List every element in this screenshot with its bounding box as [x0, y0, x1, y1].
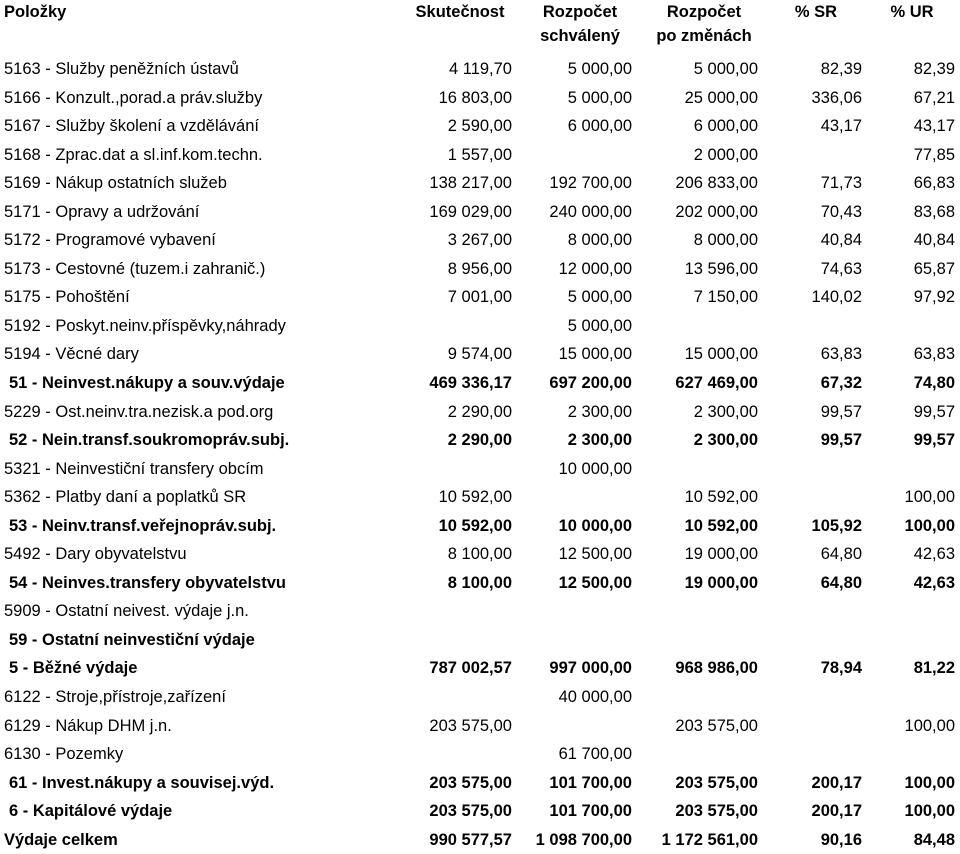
row-percent-ur: 100,00: [904, 516, 955, 535]
table-row: [0, 740, 960, 769]
row-percent-ur: 63,83: [913, 345, 955, 364]
row-skutecnost: 203 575,00: [429, 773, 512, 792]
row-po-zmenach: 2 000,00: [693, 145, 758, 164]
subtotal-row: [0, 512, 960, 541]
subtotal-row: [0, 769, 960, 798]
table-row: [0, 198, 960, 227]
row-skutecnost: 16 803,00: [438, 88, 512, 107]
row-schvaleny: 61 700,00: [558, 745, 632, 764]
row-schvaleny: 15 000,00: [558, 345, 632, 364]
table-row: [0, 169, 960, 198]
row-skutecnost: 10 592,00: [438, 488, 512, 507]
row-po-zmenach: 19 000,00: [684, 573, 758, 592]
row-percent-sr: 63,83: [820, 345, 862, 364]
table-row: [0, 55, 960, 84]
row-skutecnost: 4 119,70: [448, 60, 512, 78]
row-percent-ur: 84,48: [913, 830, 955, 849]
table-row: [0, 312, 960, 341]
row-po-zmenach: 968 986,00: [675, 659, 758, 678]
row-percent-sr: 200,17: [811, 802, 862, 821]
row-name: 5172 - Programové vybavení: [4, 231, 216, 250]
row-skutecnost: 2 590,00: [447, 117, 512, 136]
row-name: 6130 - Pozemky: [4, 745, 124, 764]
grand-total-row: [0, 826, 960, 854]
row-percent-ur: 40,84: [913, 231, 955, 250]
table-row: [0, 283, 960, 312]
row-skutecnost: 469 336,17: [429, 374, 512, 393]
row-percent-ur: 65,87: [913, 259, 955, 278]
row-schvaleny: 6 000,00: [567, 117, 632, 136]
row-percent-sr: 336,06: [811, 88, 862, 107]
row-percent-sr: 64,80: [820, 545, 862, 564]
row-name: 5194 - Věcné dary: [4, 345, 139, 364]
row-skutecnost: 203 575,00: [429, 802, 512, 821]
row-name: 54 - Neinves.transfery obyvatelstvu: [9, 573, 286, 592]
row-po-zmenach: 202 000,00: [675, 202, 758, 221]
row-skutecnost: 8 100,00: [447, 545, 512, 564]
row-percent-sr: 43,17: [820, 117, 862, 136]
row-name: 5362 - Platby daní a poplatků SR: [4, 488, 247, 507]
row-schvaleny: 5 000,00: [567, 88, 632, 107]
row-po-zmenach: 8 000,00: [693, 231, 758, 250]
row-skutecnost: 787 002,57: [429, 659, 512, 678]
row-schvaleny: 192 700,00: [549, 174, 632, 193]
row-schvaleny: 12 500,00: [558, 545, 632, 564]
row-skutecnost: 169 029,00: [429, 202, 512, 221]
row-schvaleny: 5 000,00: [567, 316, 632, 335]
row-name: 51 - Neinvest.nákupy a souv.výdaje: [9, 374, 285, 393]
row-name: 53 - Neinv.transf.veřejnopráv.subj.: [9, 516, 277, 535]
row-po-zmenach: 206 833,00: [675, 174, 758, 193]
table-row: [0, 340, 960, 369]
row-percent-sr: 99,57: [820, 431, 862, 450]
row-po-zmenach: 13 596,00: [684, 259, 758, 278]
table-row: [0, 112, 960, 141]
row-name: 5167 - Služby školení a vzdělávání: [4, 117, 259, 136]
row-schvaleny: 40 000,00: [558, 688, 632, 707]
row-schvaleny: 2 300,00: [567, 402, 632, 421]
subtotal-row: [0, 426, 960, 455]
row-schvaleny: 12 000,00: [558, 259, 632, 278]
row-percent-ur: 42,63: [913, 545, 955, 564]
row-name: 5192 - Poskyt.neinv.příspěvky,náhrady: [4, 316, 286, 335]
row-percent-ur: 82,39: [913, 60, 955, 78]
row-name: 5229 - Ost.neinv.tra.nezisk.a pod.org: [4, 402, 274, 421]
row-name: 6129 - Nákup DHM j.n.: [4, 716, 172, 735]
row-po-zmenach: 10 592,00: [684, 516, 758, 535]
row-schvaleny: 697 200,00: [549, 374, 632, 393]
row-schvaleny: 240 000,00: [549, 202, 632, 221]
row-percent-ur: 99,57: [913, 402, 955, 421]
row-po-zmenach: 15 000,00: [684, 345, 758, 364]
row-percent-sr: 99,57: [820, 402, 862, 421]
row-schvaleny: 10 000,00: [558, 516, 632, 535]
header-polozky: Položky: [4, 3, 67, 21]
row-po-zmenach: 1 172 561,00: [661, 830, 758, 849]
row-schvaleny: 101 700,00: [549, 802, 632, 821]
row-po-zmenach: 5 000,00: [693, 60, 758, 78]
subtotal-row: [0, 626, 960, 655]
row-percent-sr: 67,32: [820, 374, 862, 393]
table-row: [0, 455, 960, 484]
row-name: 5169 - Nákup ostatních služeb: [4, 174, 227, 193]
row-percent-ur: 77,85: [913, 145, 955, 164]
row-name: 5909 - Ostatní neivest. výdaje j.n.: [4, 602, 249, 621]
table-row: [0, 683, 960, 712]
total-row: [0, 654, 960, 683]
row-skutecnost: 2 290,00: [447, 431, 512, 450]
table-row: [0, 84, 960, 113]
header-rozpocet-po-zmenach: Rozpočet po změnách: [656, 3, 752, 45]
row-percent-ur: 99,57: [913, 431, 955, 450]
row-schvaleny: 5 000,00: [567, 288, 632, 307]
row-name: 5173 - Cestovné (tuzem.i zahranič.): [4, 259, 266, 278]
row-po-zmenach: 203 575,00: [675, 773, 758, 792]
row-po-zmenach: 19 000,00: [684, 545, 758, 564]
row-name: 5163 - Služby peněžních ústavů: [4, 60, 239, 78]
row-percent-ur: 42,63: [913, 573, 955, 592]
row-po-zmenach: 2 300,00: [693, 431, 758, 450]
row-schvaleny: 5 000,00: [567, 60, 632, 78]
table-row: [0, 540, 960, 569]
row-percent-ur: 66,83: [913, 174, 955, 193]
row-name: 52 - Nein.transf.soukromopráv.subj.: [9, 431, 290, 450]
table-row: [0, 398, 960, 427]
row-po-zmenach: 25 000,00: [684, 88, 758, 107]
row-schvaleny: 12 500,00: [558, 573, 632, 592]
row-percent-sr: 71,73: [820, 174, 862, 193]
row-percent-sr: 82,39: [820, 60, 862, 78]
row-name: 5321 - Neinvestiční transfery obcím: [4, 459, 264, 478]
row-percent-sr: 90,16: [820, 830, 862, 849]
row-skutecnost: 3 267,00: [447, 231, 512, 250]
row-percent-ur: 100,00: [904, 802, 955, 821]
row-percent-ur: 43,17: [913, 117, 955, 136]
total-row: [0, 797, 960, 826]
row-name: Výdaje celkem: [4, 830, 118, 849]
header-rozpocet-schvaleny: Rozpočet schválený: [540, 3, 620, 45]
row-percent-ur: 83,68: [913, 202, 955, 221]
table-body: [0, 55, 960, 854]
row-percent-ur: 74,80: [913, 374, 955, 393]
row-percent-sr: 40,84: [820, 231, 862, 250]
row-po-zmenach: 203 575,00: [675, 716, 758, 735]
row-schvaleny: 101 700,00: [549, 773, 632, 792]
row-po-zmenach: 2 300,00: [693, 402, 758, 421]
row-skutecnost: 8 100,00: [447, 573, 512, 592]
row-po-zmenach: 6 000,00: [693, 117, 758, 136]
row-schvaleny: 1 098 700,00: [535, 830, 632, 849]
subtotal-row: [0, 369, 960, 398]
row-name: 5171 - Opravy a udržování: [4, 202, 200, 221]
row-percent-ur: 100,00: [904, 488, 955, 507]
row-name: 5168 - Zprac.dat a sl.inf.kom.techn.: [4, 145, 263, 164]
row-name: 61 - Invest.nákupy a souvisej.výd.: [9, 773, 275, 792]
row-schvaleny: 10 000,00: [558, 459, 632, 478]
row-skutecnost: 9 574,00: [447, 345, 512, 364]
row-skutecnost: 203 575,00: [429, 716, 512, 735]
table-row: [0, 141, 960, 170]
row-name: 59 - Ostatní neinvestiční výdaje: [9, 630, 255, 649]
table-row: [0, 712, 960, 741]
row-name: 5 - Běžné výdaje: [9, 659, 138, 678]
row-percent-ur: 97,92: [913, 288, 955, 307]
row-name: 5166 - Konzult.,porad.a práv.služby: [4, 88, 263, 107]
row-percent-sr: 74,63: [820, 259, 862, 278]
row-skutecnost: 7 001,00: [447, 288, 512, 307]
row-percent-sr: 70,43: [820, 202, 862, 221]
row-percent-sr: 200,17: [811, 773, 862, 792]
header-skutecnost: Skutečnost: [415, 3, 505, 21]
row-percent-sr: 105,92: [811, 516, 862, 535]
row-percent-sr: 140,02: [811, 288, 862, 307]
row-skutecnost: 990 577,57: [429, 830, 512, 849]
row-percent-ur: 81,22: [913, 659, 955, 678]
row-po-zmenach: 627 469,00: [675, 374, 758, 393]
row-po-zmenach: 7 150,00: [693, 288, 758, 307]
row-skutecnost: 1 557,00: [447, 145, 512, 164]
row-skutecnost: 138 217,00: [429, 174, 512, 193]
header-percent-sr: % SR: [794, 3, 838, 21]
row-schvaleny: 2 300,00: [567, 431, 632, 450]
row-skutecnost: 10 592,00: [438, 516, 512, 535]
row-schvaleny: 997 000,00: [549, 659, 632, 678]
row-percent-sr: 78,94: [820, 659, 862, 678]
row-percent-ur: 100,00: [904, 773, 955, 792]
table-header: [0, 0, 960, 56]
row-schvaleny: 8 000,00: [567, 231, 632, 250]
row-name: 5492 - Dary obyvatelstvu: [4, 545, 187, 564]
row-percent-sr: 64,80: [820, 573, 862, 592]
row-name: 5175 - Pohoštění: [4, 288, 130, 307]
row-name: 6 - Kapitálové výdaje: [9, 802, 173, 821]
table-row: [0, 255, 960, 284]
row-skutecnost: 8 956,00: [447, 259, 512, 278]
row-name: 6122 - Stroje,přístroje,zařízení: [4, 688, 226, 707]
row-po-zmenach: 10 592,00: [684, 488, 758, 507]
row-percent-ur: 100,00: [904, 716, 955, 735]
subtotal-row: [0, 569, 960, 598]
row-po-zmenach: 203 575,00: [675, 802, 758, 821]
table-row: [0, 597, 960, 626]
table-row: [0, 483, 960, 512]
row-skutecnost: 2 290,00: [447, 402, 512, 421]
table-row: [0, 226, 960, 255]
header-percent-ur: % UR: [890, 3, 934, 21]
row-percent-ur: 67,21: [913, 88, 955, 107]
